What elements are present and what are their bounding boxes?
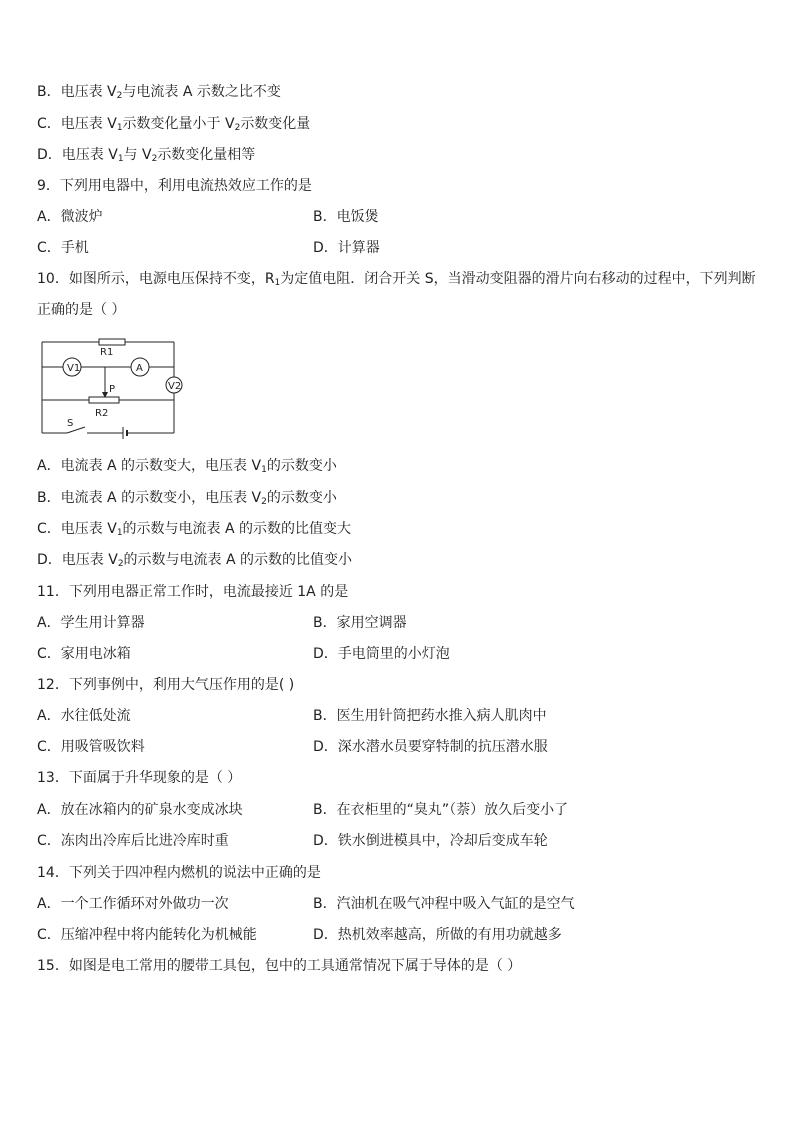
q9-option-c: C．手机 — [37, 240, 89, 256]
q9-stem: 9．下列用电器中，利用电流热效应工作的是 — [37, 178, 312, 194]
q12-option-c: C．用吸管吸饮料 — [37, 739, 145, 755]
label-s: S — [67, 418, 74, 429]
rheostat-r2 — [89, 397, 119, 403]
q14-option-d: D．热机效率越高，所做的有用功就越多 — [313, 927, 562, 943]
q11-option-a: A．学生用计算器 — [37, 615, 145, 631]
q14-option-a: A．一个工作循环对外做功一次 — [37, 896, 229, 912]
q9-option-a: A．微波炉 — [37, 209, 103, 225]
q14-stem: 14．下列关于四冲程内燃机的说法中正确的是 — [37, 865, 321, 881]
q14-option-b: B．汽油机在吸气冲程中吸入气缸的是空气 — [313, 896, 575, 912]
q12-option-d: D．深水潜水员要穿特制的抗压潜水服 — [313, 739, 548, 755]
q8-option-c: C．电压表 $V_1$示数变化量小于 $V_2$示数变化量 — [37, 116, 311, 133]
q13-option-d: D．铁水倒进模具中，冷却后变成车轮 — [313, 833, 548, 849]
q13-stem: 13．下面属于升华现象的是（ ） — [37, 770, 242, 786]
q12-option-b: B．医生用针筒把药水推入病人肌肉中 — [313, 708, 547, 724]
q10-option-b: B．电流表 A 的示数变小，电压表 $V_2$的示数变小 — [37, 490, 337, 507]
q14-option-c: C．压缩冲程中将内能转化为机械能 — [37, 927, 257, 943]
label-a: A — [136, 363, 143, 374]
q9-options-row1 — [37, 208, 757, 226]
q10-option-c: C．电压表 $V_1$的示数与电流表 A 的示数的比值变大 — [37, 521, 352, 538]
q9-options-row2 — [37, 239, 757, 257]
q11-stem: 11．下列用电器正常工作时，电流最接近 1A 的是 — [37, 584, 349, 600]
q8-option-b: B．电压表 $V_2$与电流表 A 示数之比不变 — [37, 84, 281, 101]
q13-option-a: A．放在冰箱内的矿泉水变成冰块 — [37, 802, 243, 818]
q10-stem-line1: 10．如图所示，电源电压保持不变，$R_1$为定值电阻．闭合开关 S，当滑动变阻器的滑片向右移动的过程中，下列判断 — [37, 271, 756, 288]
label-v2: V2 — [168, 381, 182, 392]
q10-stem-line2: 正确的是（ ） — [37, 302, 126, 318]
q11-options-row1 — [37, 614, 757, 632]
q15-stem: 15．如图是电工常用的腰带工具包，包中的工具通常情况下属于导体的是（ ） — [37, 958, 522, 974]
q12-option-a: A．水往低处流 — [37, 708, 131, 724]
q12-options-row2 — [37, 738, 757, 756]
label-r2: R2 — [95, 408, 109, 419]
q14-options-row1 — [37, 895, 757, 913]
q12-options-row1 — [37, 707, 757, 725]
label-v1: V1 — [67, 363, 81, 374]
q9-option-d: D．计算器 — [313, 240, 380, 256]
q13-option-b: B．在衣柜里的“臭丸”（萘）放久后变小了 — [313, 802, 569, 818]
label-p: P — [109, 384, 116, 395]
q14-options-row2 — [37, 926, 757, 944]
q12-stem: 12．下列事例中，利用大气压作用的是( ) — [37, 677, 295, 693]
q10-option-a: A．电流表 A 的示数变大，电压表 $V_1$的示数变小 — [37, 458, 337, 475]
q13-options-row1 — [37, 801, 757, 819]
q10-circuit-diagram — [37, 336, 187, 440]
q10-option-d: D．电压表 $V_2$的示数与电流表 A 的示数的比值变小 — [37, 552, 353, 569]
label-r1: R1 — [100, 347, 114, 358]
q11-option-b: B．家用空调器 — [313, 615, 407, 631]
q13-options-row2 — [37, 832, 757, 850]
resistor-r1 — [99, 339, 125, 345]
q9-option-b: B．电饭煲 — [313, 209, 379, 225]
q8-option-d: D．电压表 $V_1$与 $V_2$示数变化量相等 — [37, 147, 256, 164]
q11-options-row2 — [37, 645, 757, 663]
q11-option-c: C．家用电冰箱 — [37, 646, 131, 662]
q11-option-d: D．手电筒里的小灯泡 — [313, 646, 450, 662]
q13-option-c: C．冻肉出冷库后比进冷库时重 — [37, 833, 229, 849]
